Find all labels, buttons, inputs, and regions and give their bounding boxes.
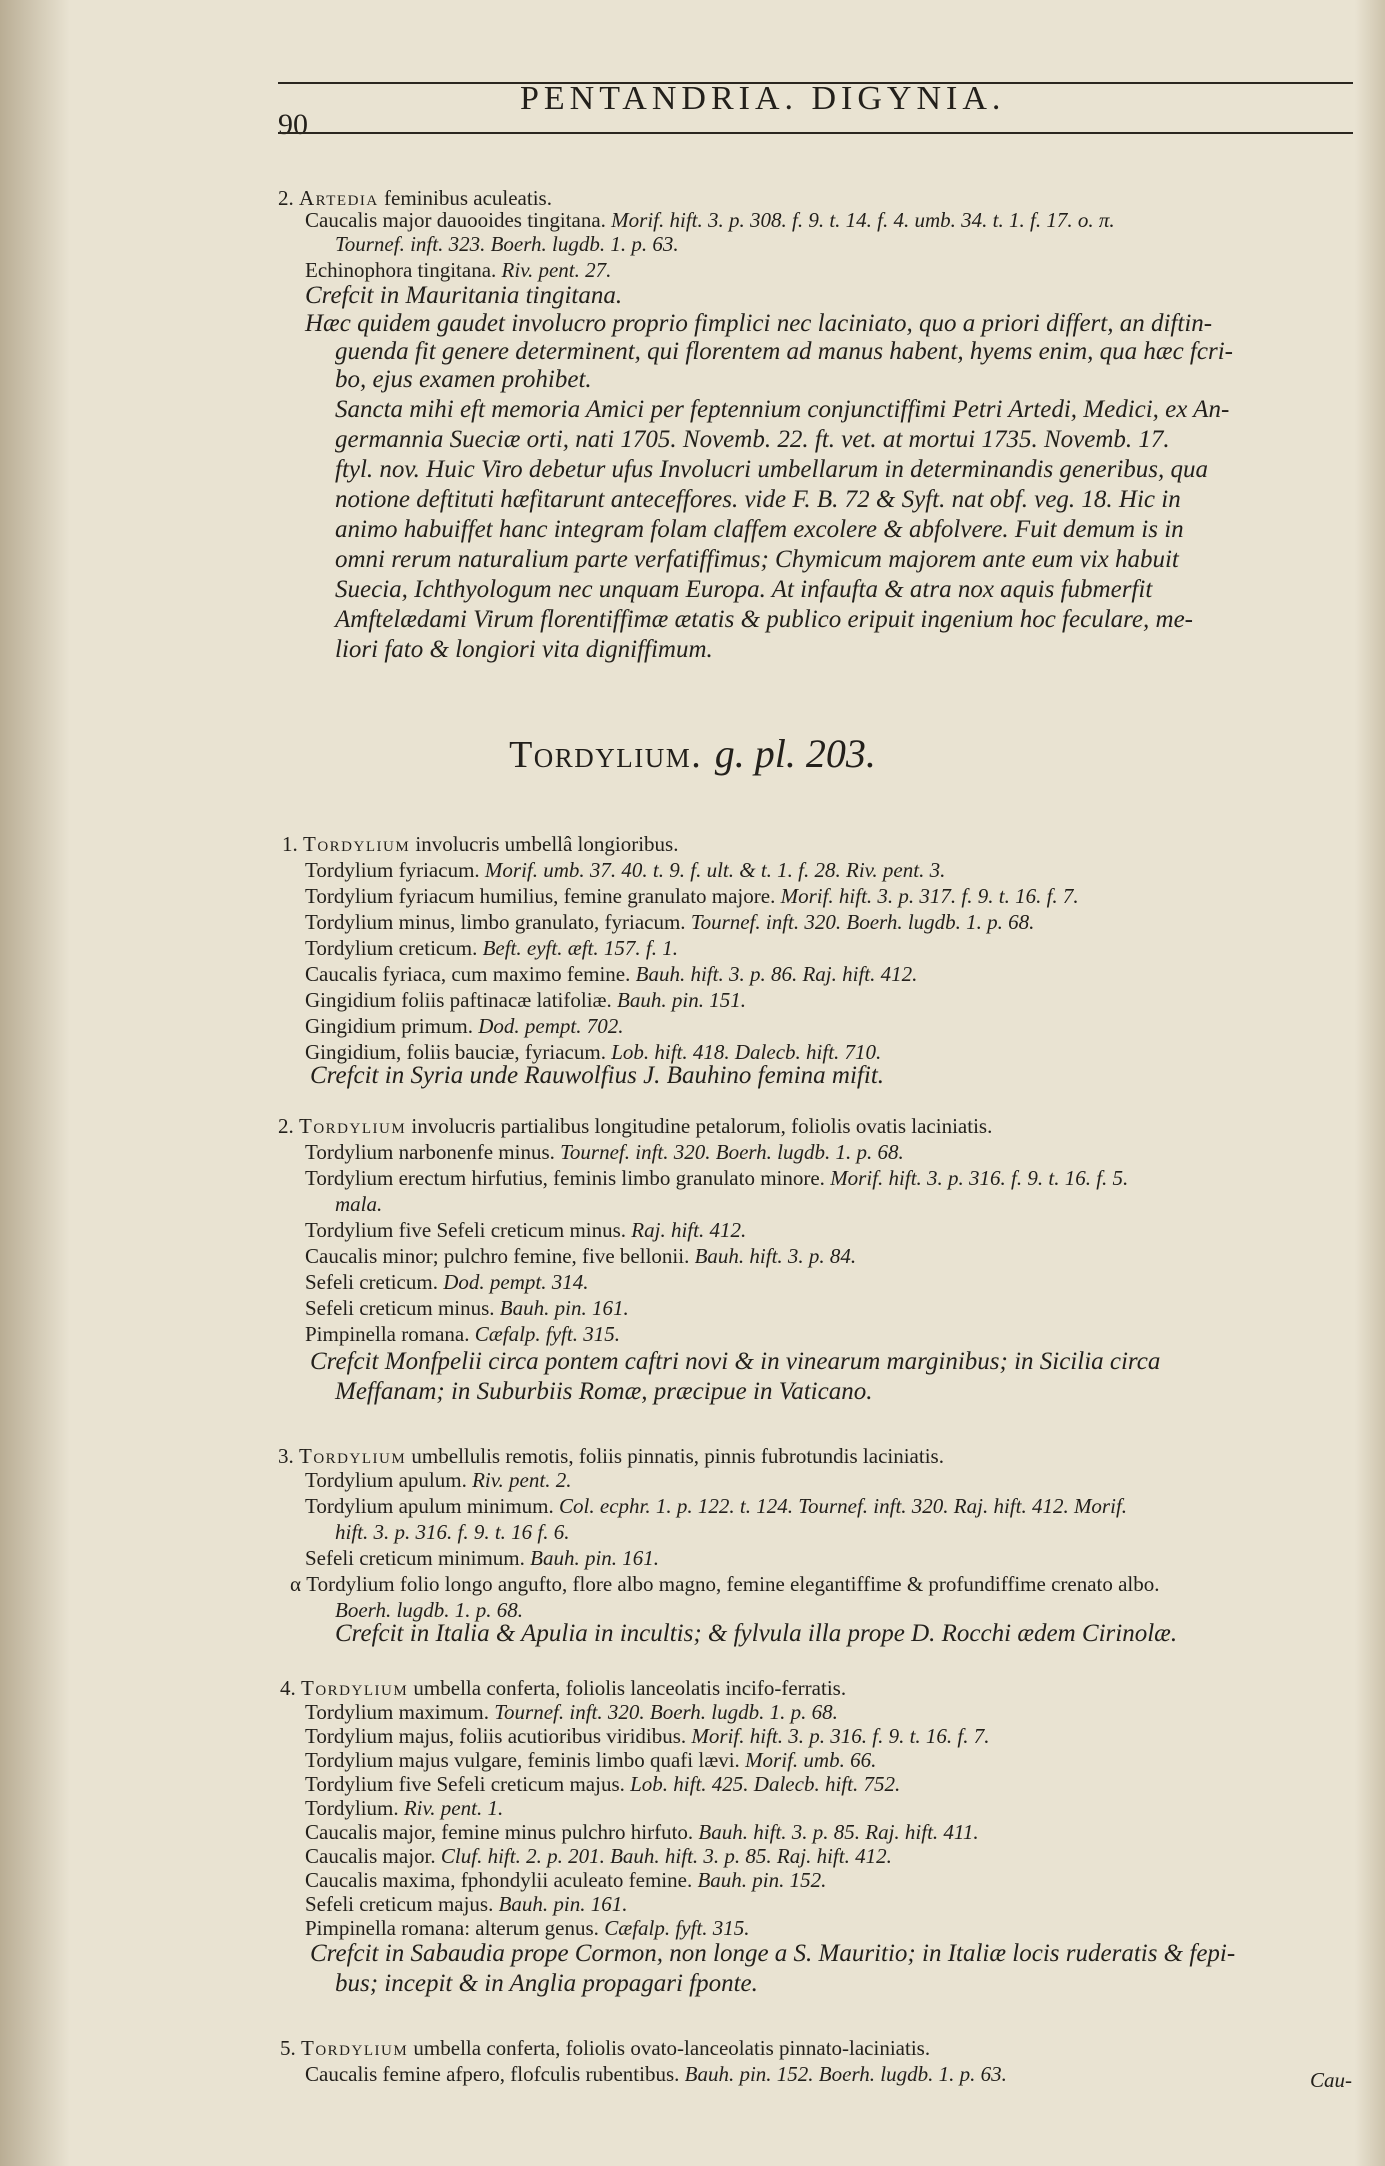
running-head: PENTANDRIA. DIGYNIA.: [520, 80, 1006, 117]
synonym-line: Tordylium five Sefeli creticum minus. Raj. hift. 412.: [305, 1218, 747, 1242]
entry-heading: 3. Tordylium umbellulis remotis, foliis pinnatis, pinnis fubrotundis laciniatis.: [278, 1444, 944, 1468]
synonym-line: Tordylium creticum. Beft. eyft. æft. 157. f. 1.: [305, 936, 678, 960]
note-line: notione deftituti hæfitarunt anteceffores. vide F. B. 72 & Syft. nat obf. veg. 18. Hic in: [335, 486, 1181, 513]
page-edge-shadow: [1355, 0, 1385, 2166]
synonym-line: Tournef. inft. 323. Boerh. lugdb. 1. p. 63.: [335, 232, 679, 256]
synonym-line: Caucalis major. Cluf. hift. 2. p. 201. Bauh. hift. 3. p. 85. Raj. hift. 412.: [305, 1844, 892, 1868]
catchword: Cau-: [1310, 2068, 1352, 2092]
synonym-line: Tordylium fyriacum. Morif. umb. 37. 40. t. 9. f. ult. & t. 1. f. 28. Riv. pent. 3.: [305, 858, 946, 882]
synonym-line: Sefeli creticum minus. Bauh. pin. 161.: [305, 1296, 629, 1320]
habitat-line: Crefcit in Mauritania tingitana.: [305, 282, 623, 309]
note-line: germannia Sueciæ orti, nati 1705. Novemb. 22. ft. vet. at mortui 1735. Novemb. 17.: [335, 426, 1170, 453]
synonym-line: Caucalis minor; pulchro femine, five bellonii. Bauh. hift. 3. p. 84.: [305, 1244, 857, 1268]
habitat-line: Crefcit in Syria unde Rauwolfius J. Bauhino femina mifit.: [310, 1062, 885, 1089]
note-line: animo habuiffet hanc integram folam claffem excolere & abfolvere. Fuit demum is in: [335, 516, 1184, 543]
synonym-line: Sefeli creticum. Dod. pempt. 314.: [305, 1270, 589, 1294]
entry-heading: 2. Artedia feminibus aculeatis.: [278, 186, 552, 210]
synonym-line: Tordylium apulum minimum. Col. ecphr. 1. p. 122. t. 124. Tournef. inft. 320. Raj. hift. 412. Morif.: [305, 1494, 1128, 1518]
synonym-line: Sefeli creticum minimum. Bauh. pin. 161.: [305, 1546, 660, 1570]
synonym-line: Pimpinella romana: alterum genus. Cæfalp. fyft. 315.: [305, 1916, 750, 1940]
genus-heading: Tordylium. g. pl. 203.: [509, 731, 876, 776]
synonym-line: Sefeli creticum majus. Bauh. pin. 161.: [305, 1892, 628, 1916]
page-gutter-shadow: [0, 0, 70, 2166]
synonym-line: Gingidium foliis paftinacæ latifoliæ. Bauh. pin. 151.: [305, 988, 746, 1012]
synonym-line: Tordylium maximum. Tournef. inft. 320. Boerh. lugdb. 1. p. 68.: [305, 1700, 838, 1724]
note-line: liori fato & longiori vita digniffimum.: [335, 636, 713, 663]
synonym-line: Tordylium majus vulgare, feminis limbo quafi lævi. Morif. umb. 66.: [305, 1748, 877, 1772]
habitat-line: Crefcit in Italia & Apulia in incultis; & fylvula illa prope D. Rocchi ædem Cirinolæ.: [335, 1620, 1178, 1647]
synonym-line: Echinophora tingitana. Riv. pent. 27.: [305, 258, 612, 282]
synonym-line: Tordylium erectum hirfutius, feminis limbo granulato minore. Morif. hift. 3. p. 316. f. 9. t. 16. f. 5.: [305, 1166, 1129, 1190]
note-line: guenda fit genere determinent, qui florentem ad manus habent, hyems enim, qua hæc fcri-: [335, 338, 1233, 365]
synonym-line: Gingidium primum. Dod. pempt. 702.: [305, 1014, 624, 1038]
note-line: omni rerum naturalium parte verfatiffimus; Chymicum majorem ante eum vix habuit: [335, 546, 1179, 573]
synonym-line: Gingidium, foliis bauciæ, fyriacum. Lob. hift. 418. Dalecb. hift. 710.: [305, 1040, 882, 1064]
page-number: 90: [278, 108, 308, 141]
synonym-line: Tordylium majus, foliis acutioribus viridibus. Morif. hift. 3. p. 316. f. 9. t. 16. f. 7.: [305, 1724, 990, 1748]
synonym-line: Caucalis major dauooides tingitana. Morif. hift. 3. p. 308. f. 9. t. 14. f. 4. umb. 34. t. 1. f. 17. o. π.: [305, 208, 1115, 232]
synonym-line: Tordylium five Sefeli creticum majus. Lob. hift. 425. Dalecb. hift. 752.: [305, 1772, 901, 1796]
synonym-line: mala.: [335, 1192, 383, 1216]
synonym-line: Caucalis maxima, fphondylii aculeato femine. Bauh. pin. 152.: [305, 1868, 827, 1892]
entry-heading: 2. Tordylium involucris partialibus longitudine petalorum, foliolis ovatis laciniatis.: [278, 1114, 993, 1138]
entry-heading: 5. Tordylium umbella conferta, foliolis ovato-lanceolatis pinnato-laciniatis.: [280, 2036, 931, 2060]
synonym-line: Tordylium narbonenfe minus. Tournef. inft. 320. Boerh. lugdb. 1. p. 68.: [305, 1140, 904, 1164]
note-line: Hæc quidem gaudet involucro proprio fimplici nec laciniato, quo a priori differt, an diftin-: [305, 310, 1213, 337]
habitat-line: Crefcit in Sabaudia prope Cormon, non longe a S. Mauritio; in Italiæ locis ruderatis & fepi-: [310, 1940, 1236, 1967]
note-line: bo, ejus examen prohibet.: [335, 366, 592, 393]
synonym-line: Pimpinella romana. Cæfalp. fyft. 315.: [305, 1322, 620, 1346]
note-line: Sancta mihi eft memoria Amici per feptennium conjunctiffimi Petri Artedi, Medici, ex An-: [335, 396, 1230, 423]
entry-heading: 4. Tordylium umbella conferta, foliolis lanceolatis incifo-ferratis.: [280, 1676, 847, 1700]
synonym-line: Tordylium minus, limbo granulato, fyriacum. Tournef. inft. 320. Boerh. lugdb. 1. p. 68.: [305, 910, 1035, 934]
habitat-line: Crefcit Monfpelii circa pontem caftri novi & in vinearum marginibus; in Sicilia circa: [310, 1348, 1161, 1375]
synonym-line: hift. 3. p. 316. f. 9. t. 16 f. 6.: [335, 1520, 570, 1544]
synonym-line: Caucalis femine afpero, flofculis rubentibus. Bauh. pin. 152. Boerh. lugdb. 1. p. 63.: [305, 2062, 1007, 2086]
note-line: Suecia, Ichthyologum nec unquam Europa. At infaufta & atra nox aquis fubmerfit: [335, 576, 1153, 603]
synonym-line: Tordylium. Riv. pent. 1.: [305, 1796, 504, 1820]
habitat-line: bus; incepit & in Anglia propagari fponte.: [335, 1970, 758, 1997]
header-rule-bottom: [278, 132, 1353, 134]
habitat-line: Meffanam; in Suburbiis Romæ, præcipue in Vaticano.: [335, 1378, 873, 1405]
note-line: ftyl. nov. Huic Viro debetur ufus Involucri umbellarum in determinandis generibus, qua: [335, 456, 1209, 483]
synonym-line: Boerh. lugdb. 1. p. 68.: [335, 1598, 524, 1622]
synonym-line: α Tordylium folio longo angufto, flore albo magno, femine elegantiffime & profundiffime crenato albo.: [290, 1572, 1160, 1596]
synonym-line: Caucalis major, femine minus pulchro hirfuto. Bauh. hift. 3. p. 85. Raj. hift. 411.: [305, 1820, 979, 1844]
synonym-line: Caucalis fyriaca, cum maximo femine. Bauh. hift. 3. p. 86. Raj. hift. 412.: [305, 962, 918, 986]
entry-heading: 1. Tordylium involucris umbellâ longioribus.: [282, 832, 679, 856]
synonym-line: Tordylium apulum. Riv. pent. 2.: [305, 1468, 572, 1492]
synonym-line: Tordylium fyriacum humilius, femine granulato majore. Morif. hift. 3. p. 317. f. 9. t. 16. f. 7.: [305, 884, 1079, 908]
note-line: Amftelædami Virum florentiffimæ ætatis & publico eripuit ingenium hoc feculare, me-: [335, 606, 1194, 633]
